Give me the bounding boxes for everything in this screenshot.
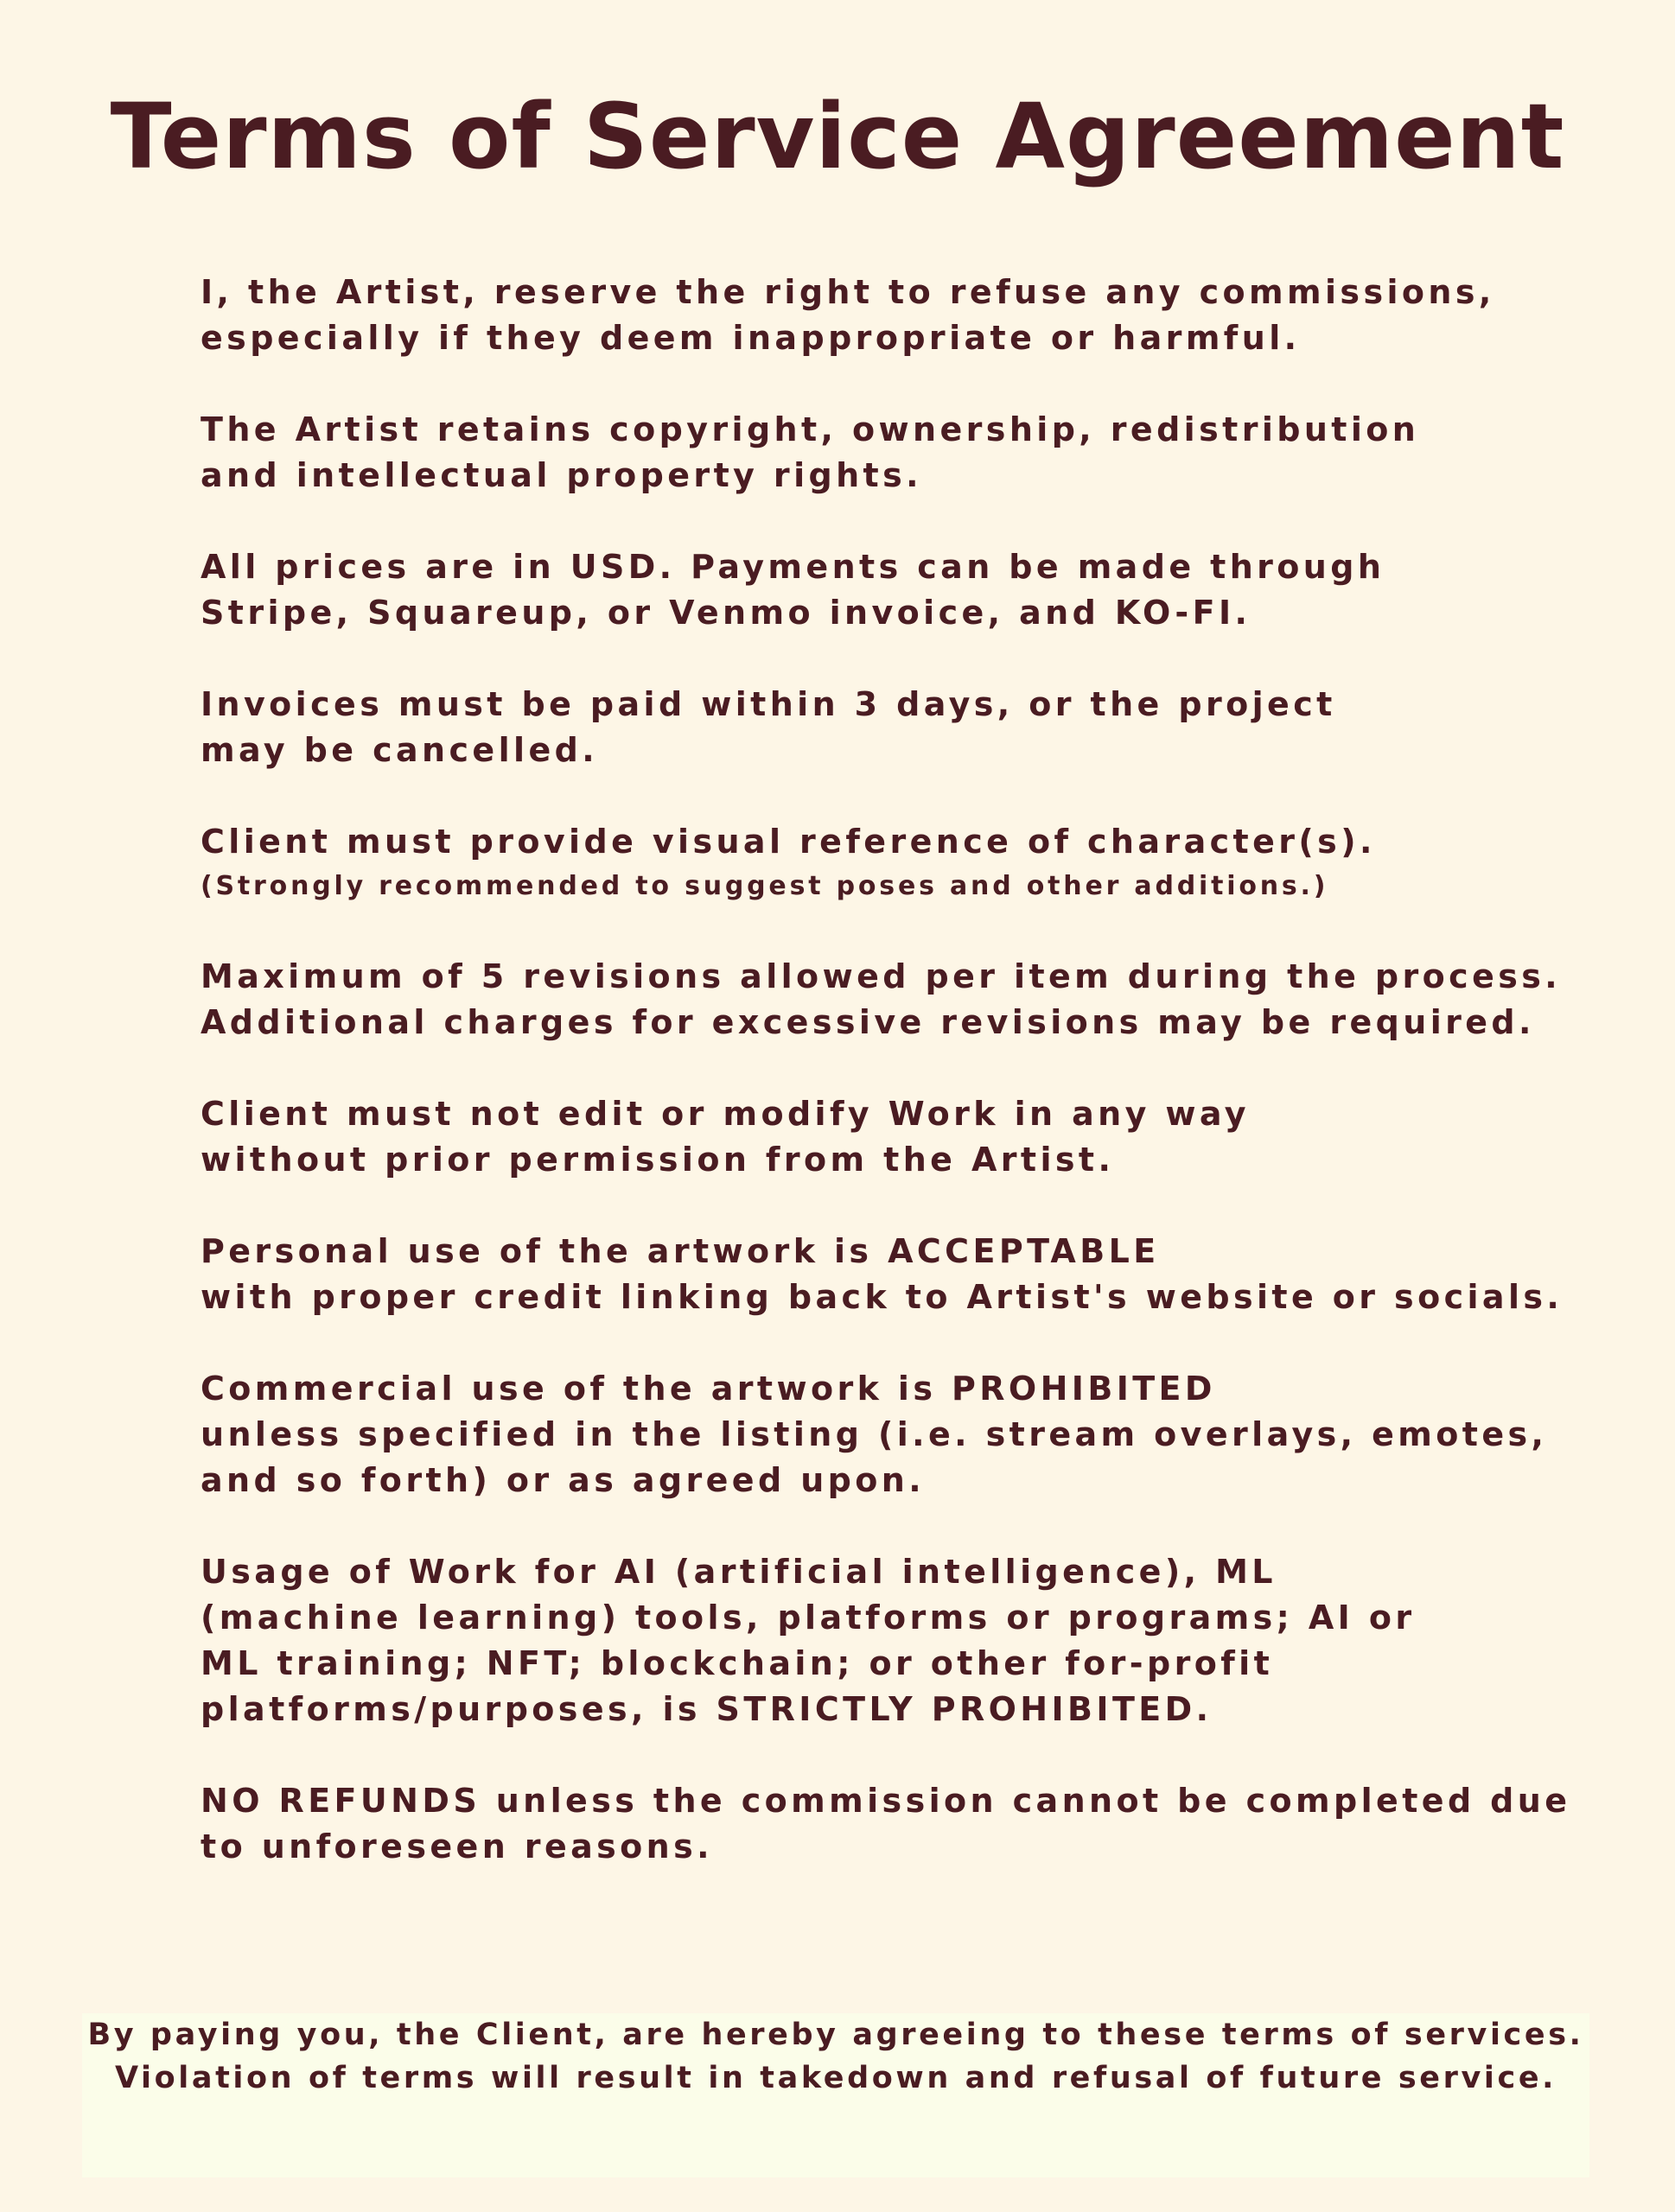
term-commercial-use <box>201 1366 1549 1503</box>
term-line: All prices are in USD. Payments can be made through <box>201 548 1385 586</box>
term-refunds <box>201 1778 1571 1870</box>
footer-line: Violation of terms will result in takedown and refusal of future service. <box>114 2061 1557 2095</box>
terms-list <box>201 270 1571 1916</box>
term-revisions <box>201 954 1562 1046</box>
term-payment-methods <box>201 544 1549 636</box>
term-personal-use <box>201 1229 1564 1320</box>
term-line: Maximum of 5 revisions allowed per item during the process. <box>201 957 1562 995</box>
term-line: platforms/purposes, is STRICTLY PROHIBITED. <box>201 1690 1213 1728</box>
term-line: Additional charges for excessive revisions may be required. <box>201 1003 1535 1041</box>
term-invoice-deadline <box>201 682 1549 773</box>
term-line: without prior permission from the Artist. <box>201 1141 1115 1179</box>
term-refusal <box>201 270 1549 361</box>
term-line: and so forth) or as agreed upon. <box>201 1461 926 1499</box>
term-line: NO REFUNDS unless the commission cannot be completed due <box>201 1782 1571 1820</box>
page-title: Terms of Service Agreement <box>110 84 1565 189</box>
term-line: and intellectual property rights. <box>201 456 922 494</box>
term-line: Client must not edit or modify Work in any way <box>201 1095 1250 1133</box>
term-visual-reference <box>201 819 1549 908</box>
term-line: Client must provide visual reference of character(s). <box>201 823 1376 861</box>
footer-line: By paying you, the Client, are hereby agreeing to these terms of services. <box>87 2018 1584 2052</box>
term-line: unless specified in the listing (i.e. stream overlays, emotes, <box>201 1415 1548 1453</box>
term-line: Personal use of the artwork is ACCEPTABLE <box>201 1232 1160 1270</box>
agreement-footer <box>82 2013 1589 2177</box>
term-line: especially if they deem inappropriate or harmful. <box>201 319 1301 357</box>
term-line: Commercial use of the artwork is PROHIBITED <box>201 1370 1216 1408</box>
term-line: Stripe, Squareup, or Venmo invoice, and KO-FI. <box>201 594 1251 632</box>
term-ai-usage <box>201 1549 1549 1732</box>
term-copyright <box>201 407 1549 499</box>
term-line: (machine learning) tools, platforms or programs; AI or <box>201 1599 1416 1637</box>
term-line: with proper credit linking back to Artist's website or socials. <box>201 1278 1564 1316</box>
term-line: may be cancelled. <box>201 731 599 769</box>
term-line: The Artist retains copyright, ownership, redistribution <box>201 410 1420 448</box>
term-line: Invoices must be paid within 3 days, or the project <box>201 685 1336 723</box>
term-line: ML training; NFT; blockchain; or other for-profit <box>201 1644 1274 1682</box>
term-no-edits <box>201 1091 1549 1183</box>
term-line: I, the Artist, reserve the right to refuse any commissions, <box>201 273 1495 311</box>
term-note: (Strongly recommended to suggest poses and other additions.) <box>201 871 1329 901</box>
term-line: Usage of Work for AI (artificial intelligence), ML <box>201 1553 1277 1591</box>
term-line: to unforeseen reasons. <box>201 1827 713 1866</box>
